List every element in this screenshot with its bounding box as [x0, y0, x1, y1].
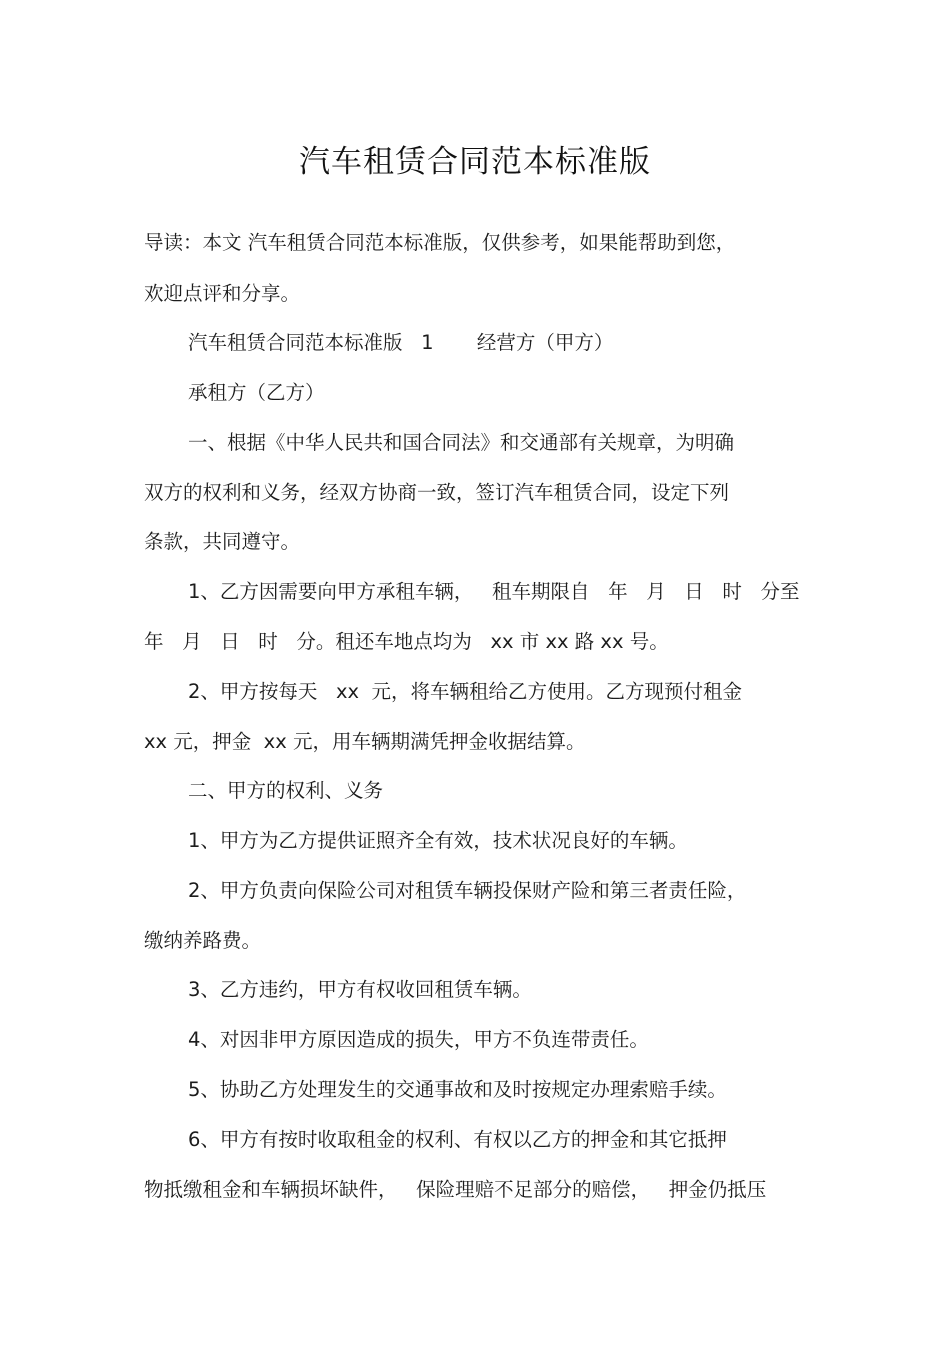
- clause-line: 物抵缴租金和车辆损坏缺件， 保险理赔不足部分的赔偿， 押金仍抵压: [144, 1178, 767, 1201]
- paragraph-line: 条款，共同遵守。: [144, 530, 301, 553]
- clause-line: 2、甲方按每天 xx 元，将车辆租给乙方使用。乙方现预付租金: [188, 680, 742, 703]
- party-a-line: 汽车租赁合同范本标准版 1 经营方（甲方）: [188, 331, 614, 354]
- clause-line: 2、甲方负责向保险公司对租赁车辆投保财产险和第三者责任险，: [188, 879, 747, 902]
- clause-line: 5、协助乙方处理发生的交通事故和及时按规定办理索赔手续。: [188, 1078, 727, 1101]
- intro-line: 导读：本文 汽车租赁合同范本标准版，仅供参考，如果能帮助到您，: [144, 231, 736, 254]
- clause-line: 1、甲方为乙方提供证照齐全有效，技术状况良好的车辆。: [188, 829, 688, 852]
- paragraph-line: 一、根据《中华人民共和国合同法》和交通部有关规章，为明确: [188, 431, 735, 454]
- intro-line: 欢迎点评和分享。: [144, 282, 301, 305]
- clause-line: 年 月 日 时 分。租还车地点均为 xx 市 xx 路 xx 号。: [144, 630, 669, 653]
- document-title: 汽车租赁合同范本标准版: [299, 144, 651, 180]
- section-heading: 二、甲方的权利、义务: [188, 779, 384, 802]
- clause-line: xx 元，押金 xx 元，用车辆期满凭押金收据结算。: [144, 730, 586, 753]
- clause-line: 6、甲方有按时收取租金的权利、有权以乙方的押金和其它抵押: [188, 1128, 727, 1151]
- clause-line: 4、对因非甲方原因造成的损失，甲方不负连带责任。: [188, 1028, 649, 1051]
- paragraph-line: 双方的权利和义务，经双方协商一致，签订汽车租赁合同，设定下列: [144, 481, 730, 504]
- clause-line: 1、乙方因需要向甲方承租车辆， 租车期限自 年 月 日 时 分至: [188, 580, 800, 603]
- party-b-line: 承租方（乙方）: [188, 381, 325, 404]
- clause-line: 缴纳养路费。: [144, 929, 262, 952]
- clause-line: 3、乙方违约，甲方有权收回租赁车辆。: [188, 978, 532, 1001]
